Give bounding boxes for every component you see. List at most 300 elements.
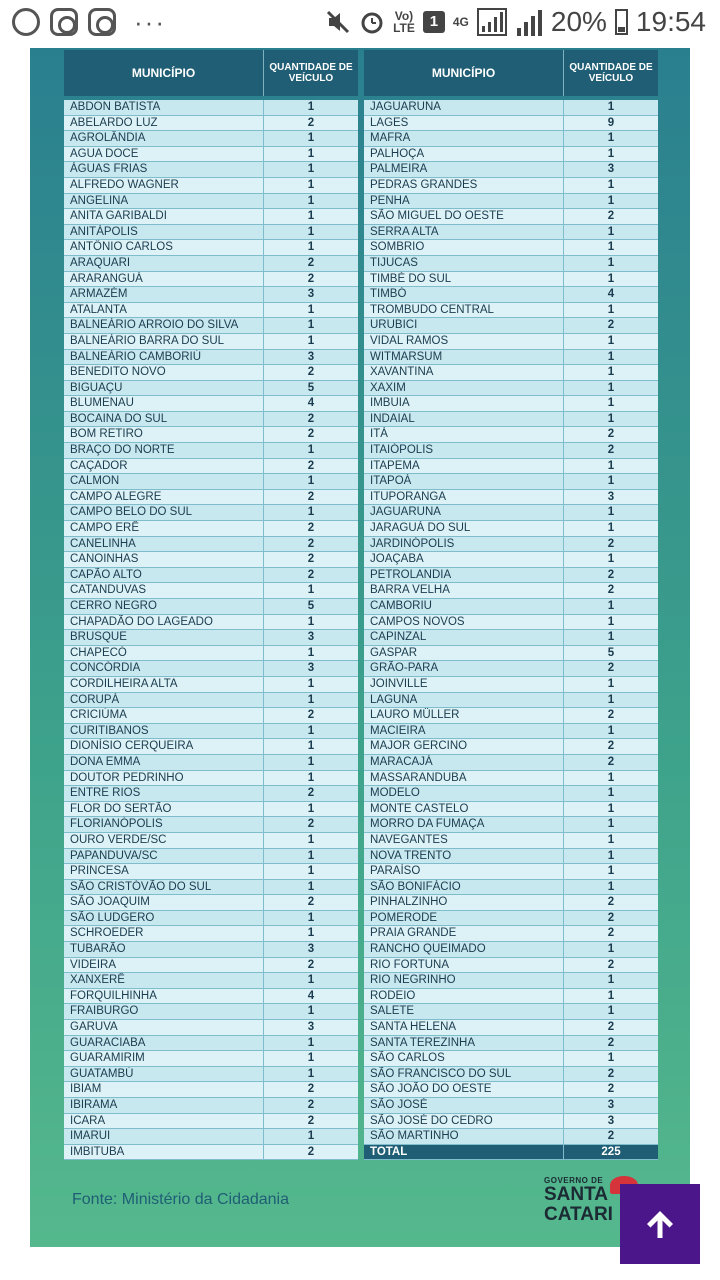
table-row bbox=[364, 116, 658, 132]
municipio-cell: SÃO CRISTÓVÃO DO SUL bbox=[64, 880, 264, 895]
quantidade-cell: 1 bbox=[607, 101, 615, 113]
municipio-cell: ANTÔNIO CARLOS bbox=[64, 240, 264, 255]
quantidade-cell: 2 bbox=[607, 1083, 615, 1096]
table-row bbox=[64, 677, 358, 693]
municipio-cell: SALETE bbox=[364, 1004, 564, 1019]
quantidade-cell: 1 bbox=[607, 553, 615, 566]
signal-icon bbox=[477, 8, 507, 36]
municipio-cell: VIDEIRA bbox=[64, 958, 264, 973]
table-row bbox=[64, 552, 358, 568]
table-row bbox=[64, 926, 358, 942]
table-row bbox=[364, 287, 658, 303]
quantidade-cell: 1 bbox=[307, 1036, 315, 1049]
municipio-cell: XAVANTINA bbox=[364, 365, 564, 380]
municipio-cell: CRICIÚMA bbox=[64, 708, 264, 723]
table-row bbox=[364, 209, 658, 225]
municipio-cell: RODEIO bbox=[364, 989, 564, 1004]
quantidade-cell: 2 bbox=[307, 958, 315, 971]
table-row bbox=[364, 443, 658, 459]
quantidade-cell: 2 bbox=[607, 428, 615, 441]
municipio-cell: PALMEIRA bbox=[364, 162, 564, 177]
quantidade-cell: 1 bbox=[607, 241, 615, 254]
quantidade-cell: 2 bbox=[307, 522, 315, 535]
table-row bbox=[64, 911, 358, 927]
table-header bbox=[64, 50, 358, 96]
table-row bbox=[64, 194, 358, 210]
quantidade-cell: 1 bbox=[307, 974, 315, 987]
table-row bbox=[64, 724, 358, 740]
table-row bbox=[64, 334, 358, 350]
municipio-cell: CAMBORIU bbox=[364, 599, 564, 614]
quantidade-cell: 1 bbox=[607, 1005, 615, 1018]
municipio-cell: ANGELINA bbox=[64, 194, 264, 209]
municipio-cell: ITAPEMA bbox=[364, 459, 564, 474]
table-row bbox=[64, 131, 358, 147]
arrow-up-icon bbox=[642, 1206, 678, 1242]
table-row bbox=[364, 849, 658, 865]
table-row bbox=[64, 708, 358, 724]
table-header bbox=[364, 50, 658, 96]
quantidade-cell: 1 bbox=[307, 319, 315, 332]
municipio-cell: CAMPO ALEGRE bbox=[64, 490, 264, 505]
municipio-cell: SERRA ALTA bbox=[364, 225, 564, 240]
table-row bbox=[364, 490, 658, 506]
municipio-cell: CAMPO BELO DO SUL bbox=[64, 505, 264, 520]
quantidade-cell: 2 bbox=[307, 1114, 315, 1127]
quantidade-cell: 1 bbox=[607, 880, 615, 893]
quantidade-cell: 1 bbox=[607, 943, 615, 956]
quantidade-cell: 1 bbox=[607, 787, 615, 800]
municipio-cell: MODELO bbox=[364, 786, 564, 801]
municipio-cell: GUATAMBÚ bbox=[64, 1067, 264, 1082]
quantidade-cell: 1 bbox=[307, 475, 315, 488]
table-row bbox=[364, 661, 658, 677]
municipio-cell: MAJOR GERCINO bbox=[364, 739, 564, 754]
municipio-cell: ATALANTA bbox=[64, 303, 264, 318]
quantidade-cell: 2 bbox=[307, 412, 315, 425]
table-row bbox=[364, 833, 658, 849]
municipio-cell: CORDILHEIRA ALTA bbox=[64, 677, 264, 692]
whatsapp-icon bbox=[12, 8, 40, 36]
quantidade-cell: 1 bbox=[307, 1067, 315, 1080]
table-row bbox=[64, 973, 358, 989]
status-bar bbox=[0, 0, 720, 48]
table-row bbox=[364, 1129, 658, 1145]
table-row bbox=[364, 958, 658, 974]
quantidade-cell: 2 bbox=[607, 662, 615, 675]
table-row bbox=[364, 708, 658, 724]
table-row bbox=[64, 661, 358, 677]
municipio-cell: VIDAL RAMOS bbox=[364, 334, 564, 349]
municipio-cell: PALHOÇA bbox=[364, 147, 564, 162]
quantidade-cell: 1 bbox=[307, 849, 315, 862]
table-row bbox=[364, 942, 658, 958]
table-body bbox=[64, 100, 358, 1160]
municipio-cell: BARRA VELHA bbox=[364, 583, 564, 598]
table-row bbox=[364, 1020, 658, 1036]
table-row bbox=[364, 973, 658, 989]
table-row bbox=[64, 178, 358, 194]
quantidade-cell: 1 bbox=[607, 771, 615, 784]
municipio-cell: LAURO MÜLLER bbox=[364, 708, 564, 723]
municipio-cell: CAMPOS NOVOS bbox=[364, 615, 564, 630]
municipio-cell: INDAIAL bbox=[364, 412, 564, 427]
municipio-cell: CERRO NEGRO bbox=[64, 599, 264, 614]
municipio-cell: MACIEIRA bbox=[364, 724, 564, 739]
municipio-cell: ARARANGUÁ bbox=[64, 272, 264, 287]
table-row bbox=[64, 958, 358, 974]
municipio-cell: BALNEÁRIO CAMBORIÚ bbox=[64, 350, 264, 365]
table-row bbox=[364, 755, 658, 771]
quantidade-cell: 1 bbox=[607, 677, 615, 690]
quantidade-cell: 1 bbox=[607, 178, 615, 191]
municipio-cell: BLUMENAU bbox=[64, 396, 264, 411]
signal-icon bbox=[515, 8, 543, 36]
table-row bbox=[64, 583, 358, 599]
table-row bbox=[64, 318, 358, 334]
municipio-cell: MARACAJÁ bbox=[364, 755, 564, 770]
municipio-cell: PINHALZINHO bbox=[364, 895, 564, 910]
quantidade-cell: 3 bbox=[607, 163, 615, 176]
municipio-cell: CAPÃO ALTO bbox=[64, 568, 264, 583]
mute-icon bbox=[325, 9, 351, 35]
quantidade-cell: 2 bbox=[607, 927, 615, 940]
municipio-cell: SÃO LUDGERO bbox=[64, 911, 264, 926]
municipio-cell: IBIAM bbox=[64, 1082, 264, 1097]
table-row bbox=[364, 1004, 658, 1020]
quantidade-cell: 2 bbox=[307, 1083, 315, 1096]
quantidade-cell: 4 bbox=[307, 397, 315, 410]
table-row bbox=[64, 303, 358, 319]
municipio-cell: LAGES bbox=[364, 116, 564, 131]
municipio-cell: LAGUNA bbox=[364, 693, 564, 708]
quantidade-cell: 2 bbox=[607, 911, 615, 924]
clock: 19:54 bbox=[635, 6, 706, 37]
quantidade-cell: 4 bbox=[307, 989, 315, 1002]
quantidade-cell: 3 bbox=[607, 490, 615, 503]
municipio-cell: TIMBÉ DO SUL bbox=[364, 272, 564, 287]
quantidade-cell: 1 bbox=[607, 693, 615, 706]
municipio-cell: BOM RETIRO bbox=[64, 427, 264, 442]
table-row bbox=[364, 194, 658, 210]
municipio-cell: ARAQUARI bbox=[64, 256, 264, 271]
quantidade-cell: 1 bbox=[607, 256, 615, 269]
table-row bbox=[64, 849, 358, 865]
municipio-cell: SÃO MIGUEL DO OESTE bbox=[364, 209, 564, 224]
municipio-cell: GRÃO-PARA bbox=[364, 661, 564, 676]
table-row bbox=[364, 568, 658, 584]
municipio-cell: PARAÍSO bbox=[364, 864, 564, 879]
municipio-cell: SÃO JOAQUIM bbox=[64, 895, 264, 910]
municipio-cell: GASPAR bbox=[364, 646, 564, 661]
municipio-cell: FLORIANÓPOLIS bbox=[64, 817, 264, 832]
quantidade-cell: 2 bbox=[607, 210, 615, 223]
table-row bbox=[64, 256, 358, 272]
quantidade-cell: 1 bbox=[607, 147, 615, 160]
table-row bbox=[64, 1067, 358, 1083]
table-row bbox=[64, 568, 358, 584]
municipio-cell: XAXIM bbox=[364, 381, 564, 396]
quantidade-cell: 2 bbox=[307, 537, 315, 550]
quantidade-cell: 1 bbox=[307, 771, 315, 784]
table-row bbox=[64, 1051, 358, 1067]
quantidade-cell: 2 bbox=[307, 553, 315, 566]
quantidade-cell: 1 bbox=[307, 1052, 315, 1065]
municipio-cell: ANITA GARIBALDI bbox=[64, 209, 264, 224]
quantidade-cell: 2 bbox=[307, 272, 315, 285]
municipio-cell: CURITIBANOS bbox=[64, 724, 264, 739]
table-row bbox=[64, 1098, 358, 1114]
table-row bbox=[64, 209, 358, 225]
table-row bbox=[64, 802, 358, 818]
municipio-cell: PEDRAS GRANDES bbox=[364, 178, 564, 193]
table-row bbox=[364, 802, 658, 818]
quantidade-cell: 1 bbox=[607, 272, 615, 285]
table-row bbox=[364, 646, 658, 662]
table-row bbox=[364, 817, 658, 833]
municipio-cell: GUARAMIRIM bbox=[64, 1051, 264, 1066]
municipio-cell: NAVEGANTES bbox=[364, 833, 564, 848]
table-row bbox=[364, 786, 658, 802]
municipio-cell: WITMARSUM bbox=[364, 350, 564, 365]
municipio-cell: JOINVILLE bbox=[364, 677, 564, 692]
quantidade-cell: 2 bbox=[307, 116, 315, 129]
table-row bbox=[64, 537, 358, 553]
quantidade-cell: 1 bbox=[607, 194, 615, 207]
quantidade-cell: 3 bbox=[307, 943, 315, 956]
quantidade-cell: 5 bbox=[307, 381, 315, 394]
quantidade-cell: 1 bbox=[607, 475, 615, 488]
quantidade-cell: 2 bbox=[607, 1130, 615, 1143]
municipio-cell: BIGUAÇU bbox=[64, 381, 264, 396]
table-row bbox=[64, 350, 358, 366]
table-row bbox=[364, 1036, 658, 1052]
table-row bbox=[364, 334, 658, 350]
quantidade-cell: 1 bbox=[307, 194, 315, 207]
municipio-cell: FLOR DO SERTÃO bbox=[64, 802, 264, 817]
municipio-cell: CONCÓRDIA bbox=[64, 661, 264, 676]
government-logo: GOVERNO DE SANTA CATARI bbox=[544, 1176, 654, 1230]
quantidade-cell: 1 bbox=[307, 210, 315, 223]
table-row bbox=[64, 895, 358, 911]
quantidade-cell: 1 bbox=[607, 225, 615, 238]
table-row bbox=[364, 412, 658, 428]
table-row bbox=[64, 396, 358, 412]
quantidade-cell: 1 bbox=[607, 833, 615, 846]
quantidade-cell: 1 bbox=[607, 818, 615, 831]
quantidade-cell: 1 bbox=[607, 849, 615, 862]
quantidade-cell: 2 bbox=[607, 709, 615, 722]
quantidade-cell: 1 bbox=[307, 163, 315, 176]
table-row bbox=[364, 1082, 658, 1098]
quantidade-cell: 2 bbox=[607, 896, 615, 909]
table-row bbox=[64, 771, 358, 787]
quantidade-cell: 2 bbox=[607, 1036, 615, 1049]
table-row bbox=[64, 427, 358, 443]
municipio-cell: ARMAZÉM bbox=[64, 287, 264, 302]
municipio-cell: ENTRE RIOS bbox=[64, 786, 264, 801]
quantidade-cell: 2 bbox=[307, 709, 315, 722]
municipio-cell: FORQUILHINHA bbox=[64, 989, 264, 1004]
table-row bbox=[364, 131, 658, 147]
table-row bbox=[364, 724, 658, 740]
municipio-cell: TROMBUDO CENTRAL bbox=[364, 303, 564, 318]
quantidade-cell: 3 bbox=[607, 1099, 615, 1111]
quantidade-cell: 1 bbox=[607, 397, 615, 410]
table-row bbox=[364, 521, 658, 537]
table-left bbox=[64, 50, 358, 1160]
quantidade-cell: 2 bbox=[307, 1099, 315, 1111]
municipio-cell: AGUA DOCE bbox=[64, 147, 264, 162]
table-row bbox=[64, 615, 358, 631]
municipio-cell: JAGUARUNA bbox=[364, 505, 564, 520]
table-row bbox=[64, 1129, 358, 1145]
quantidade-cell: 1 bbox=[307, 1130, 315, 1143]
table-row bbox=[364, 256, 658, 272]
more-dots-icon: ··· bbox=[134, 7, 166, 37]
municipio-cell: ITÁ bbox=[364, 427, 564, 442]
table-row bbox=[364, 350, 658, 366]
quantidade-cell: 1 bbox=[307, 444, 315, 457]
table-row bbox=[64, 381, 358, 397]
municipio-cell: SÃO JOSÉ bbox=[364, 1098, 564, 1113]
table-row bbox=[364, 396, 658, 412]
table-row bbox=[364, 615, 658, 631]
municipio-cell: PETROLANDIA bbox=[364, 568, 564, 583]
total-label: TOTAL bbox=[364, 1145, 564, 1160]
quantidade-cell: 2 bbox=[307, 256, 315, 269]
table-row bbox=[364, 552, 658, 568]
municipio-cell: SÃO JOSÉ DO CEDRO bbox=[364, 1114, 564, 1129]
table-row bbox=[64, 599, 358, 615]
quantidade-cell: 1 bbox=[307, 911, 315, 924]
municipio-cell: DONA EMMA bbox=[64, 755, 264, 770]
municipio-cell: CORUPÁ bbox=[64, 693, 264, 708]
quantidade-cell: 1 bbox=[607, 631, 615, 644]
battery-icon bbox=[615, 9, 628, 35]
municipio-cell: SANTA HELENA bbox=[364, 1020, 564, 1035]
table-row bbox=[364, 1098, 658, 1114]
quantidade-cell: 1 bbox=[607, 989, 615, 1002]
quantidade-cell: 1 bbox=[607, 366, 615, 379]
municipio-cell: SÃO BONIFÁCIO bbox=[364, 880, 564, 895]
quantidade-cell: 1 bbox=[607, 802, 615, 815]
quantidade-cell: 1 bbox=[607, 412, 615, 425]
table-row bbox=[64, 443, 358, 459]
municipio-cell: DOUTOR PEDRINHO bbox=[64, 771, 264, 786]
quantidade-cell: 1 bbox=[607, 350, 615, 363]
municipio-cell: SÃO CARLOS bbox=[364, 1051, 564, 1066]
municipio-cell: MASSARANDUBA bbox=[364, 771, 564, 786]
municipio-cell: NOVA TRENTO bbox=[364, 849, 564, 864]
municipio-cell: ITUPORANGA bbox=[364, 490, 564, 505]
quantidade-cell: 1 bbox=[307, 178, 315, 191]
municipio-cell: DIONÍSIO CERQUEIRA bbox=[64, 739, 264, 754]
table-row bbox=[64, 864, 358, 880]
municipio-cell: ABDON BATISTA bbox=[64, 100, 264, 115]
table-row bbox=[364, 677, 658, 693]
quantidade-cell: 1 bbox=[307, 303, 315, 316]
table-row bbox=[64, 147, 358, 163]
table-row bbox=[64, 474, 358, 490]
quantidade-cell: 3 bbox=[307, 1021, 315, 1034]
table-row bbox=[364, 147, 658, 163]
table-row bbox=[64, 942, 358, 958]
table-row bbox=[364, 505, 658, 521]
municipio-cell: ICARA bbox=[64, 1114, 264, 1129]
quantidade-cell: 5 bbox=[307, 600, 315, 612]
quantidade-cell: 1 bbox=[307, 132, 315, 145]
municipio-cell: MORRO DA FUMAÇA bbox=[364, 817, 564, 832]
municipio-cell: RANCHO QUEIMADO bbox=[364, 942, 564, 957]
municipio-cell: JARAGUÁ DO SUL bbox=[364, 521, 564, 536]
scroll-to-top-button[interactable] bbox=[620, 1184, 700, 1264]
quantidade-cell: 3 bbox=[307, 662, 315, 675]
quantidade-cell: 1 bbox=[307, 724, 315, 737]
table-row bbox=[364, 895, 658, 911]
source-text: Fonte: Ministério da Cidadania bbox=[72, 1191, 290, 1208]
table-row bbox=[364, 771, 658, 787]
municipio-cell: TUBARÃO bbox=[64, 942, 264, 957]
quantidade-cell: 1 bbox=[307, 1005, 315, 1018]
quantidade-cell: 1 bbox=[607, 381, 615, 394]
quantidade-cell: 2 bbox=[307, 818, 315, 831]
table-row bbox=[64, 630, 358, 646]
quantidade-cell: 1 bbox=[607, 865, 615, 878]
table-row bbox=[64, 459, 358, 475]
quantidade-cell: 1 bbox=[307, 693, 315, 706]
quantidade-cell: 1 bbox=[607, 334, 615, 347]
quantidade-cell: 1 bbox=[307, 927, 315, 940]
table-row bbox=[364, 926, 658, 942]
table-row bbox=[364, 240, 658, 256]
quantidade-cell: 2 bbox=[607, 740, 615, 753]
quantidade-cell: 3 bbox=[307, 288, 315, 301]
municipio-cell: SCHROEDER bbox=[64, 926, 264, 941]
quantidade-cell: 2 bbox=[607, 568, 615, 581]
network-type: 4G bbox=[452, 15, 469, 29]
municipio-cell: PRINCESA bbox=[64, 864, 264, 879]
quantidade-cell: 3 bbox=[607, 1114, 615, 1127]
header-quantidade: QUANTIDADE DE VEÍCULO bbox=[269, 62, 353, 84]
municipio-cell: AGROLÂNDIA bbox=[64, 131, 264, 146]
quantidade-cell: 2 bbox=[607, 584, 615, 597]
quantidade-cell: 1 bbox=[607, 132, 615, 145]
table-row bbox=[64, 693, 358, 709]
municipio-cell: RIO FORTUNA bbox=[364, 958, 564, 973]
sim-indicator: 1 bbox=[423, 11, 445, 33]
quantidade-cell: 1 bbox=[307, 802, 315, 815]
table-row bbox=[64, 505, 358, 521]
municipio-cell: BALNEÁRIO BARRA DO SUL bbox=[64, 334, 264, 349]
table-row bbox=[64, 240, 358, 256]
municipio-cell: RIO NEGRINHO bbox=[364, 973, 564, 988]
municipio-cell: ABELARDO LUZ bbox=[64, 116, 264, 131]
table-row bbox=[364, 318, 658, 334]
quantidade-cell: 1 bbox=[307, 225, 315, 238]
quantidade-cell: 1 bbox=[307, 101, 315, 113]
municipio-cell: SÃO JOÃO DO OESTE bbox=[364, 1082, 564, 1097]
municipio-cell: GUARACIABA bbox=[64, 1036, 264, 1051]
municipio-cell: CAPINZAL bbox=[364, 630, 564, 645]
quantidade-cell: 1 bbox=[607, 303, 615, 316]
municipio-cell: JOAÇABA bbox=[364, 552, 564, 567]
table-row bbox=[364, 1114, 658, 1130]
quantidade-cell: 1 bbox=[607, 459, 615, 472]
municipio-cell: MAFRA bbox=[364, 131, 564, 146]
municipio-cell: ÁGUAS FRIAS bbox=[64, 162, 264, 177]
table-row bbox=[64, 412, 358, 428]
